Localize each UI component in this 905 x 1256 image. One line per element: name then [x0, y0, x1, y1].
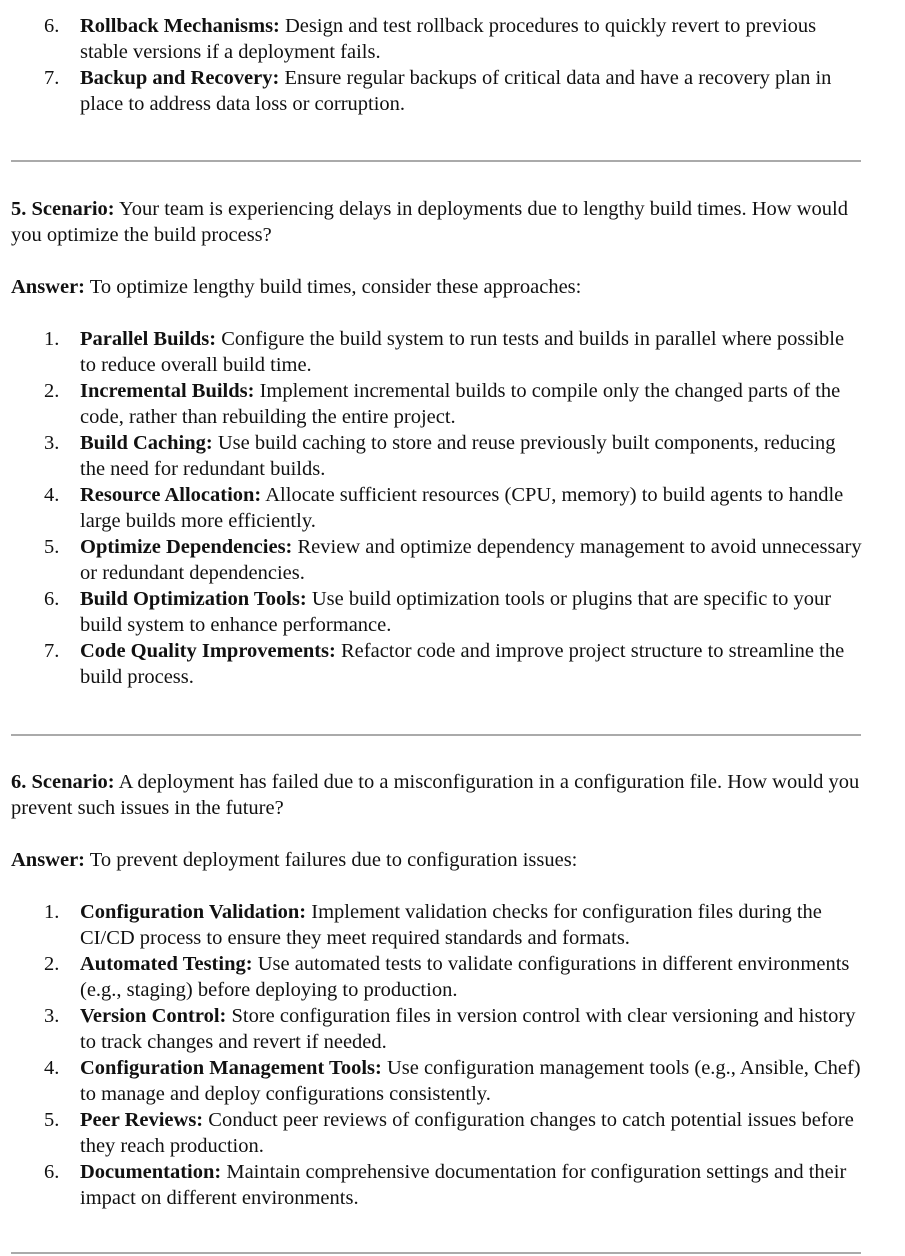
list-item	[0, 65, 905, 117]
list-item-text: Review and optimize dependency management to avoid unnecessary or redundant dependencies.	[80, 536, 862, 584]
list-item-term: Build Caching:	[80, 432, 213, 454]
list-item-number: 7.	[44, 67, 60, 89]
list-item-text: Ensure regular backups of critical data and have a recovery plan in place to address data loss or corruption.	[80, 67, 832, 115]
list-item	[0, 899, 905, 951]
section-divider	[11, 734, 861, 736]
list-item-term: Configuration Validation:	[80, 901, 307, 923]
list-item-number: 1.	[44, 328, 60, 350]
list-item-term: Documentation:	[80, 1161, 222, 1183]
list-item	[0, 1003, 905, 1055]
list-item-number: 4.	[44, 484, 60, 506]
section-divider	[11, 160, 861, 162]
scenario-label: 5. Scenario:	[11, 198, 115, 220]
scenario-6-answer-intro	[0, 847, 905, 873]
list-item	[0, 534, 905, 586]
list-item	[0, 1107, 905, 1159]
scenario-6-list-block	[0, 899, 905, 1211]
scenario-5-list	[0, 326, 905, 690]
list-item-term: Build Optimization Tools:	[80, 588, 307, 610]
answer-text: To optimize lengthy build times, consider these approaches:	[85, 276, 582, 298]
scenario-label: 6. Scenario:	[11, 771, 115, 793]
list-item	[0, 378, 905, 430]
list-item-term: Incremental Builds:	[80, 380, 255, 402]
list-item	[0, 326, 905, 378]
scenario-5-question	[0, 196, 905, 248]
scenario-6-question	[0, 769, 905, 821]
list-item-text: Implement validation checks for configuration files during the CI/CD process to ensure they meet required standards and formats.	[80, 901, 822, 949]
list-item-term: Backup and Recovery:	[80, 67, 280, 89]
list-item-text: Design and test rollback procedures to quickly revert to previous stable versions if a deployment fails.	[80, 15, 817, 63]
list-item-text: Conduct peer reviews of configuration changes to catch potential issues before they reach production.	[80, 1109, 854, 1157]
list-item	[0, 1055, 905, 1107]
list-item-number: 6.	[44, 15, 60, 37]
list-item	[0, 586, 905, 638]
scenario-text: A deployment has failed due to a misconfiguration in a configuration file. How would you prevent such issues in the future?	[11, 771, 860, 819]
list-item-text: Use build optimization tools or plugins that are specific to your build system to enhance performance.	[80, 588, 832, 636]
list-item-number: 4.	[44, 1057, 60, 1079]
scenario-5-answer-intro	[0, 274, 905, 300]
list-item-term: Configuration Management Tools:	[80, 1057, 382, 1079]
section-divider	[11, 1252, 861, 1254]
list-item-text: Configure the build system to run tests and builds in parallel where possible to reduce overall build time.	[80, 328, 845, 376]
list-item-text: Refactor code and improve project structure to streamline the build process.	[80, 640, 845, 688]
list-item-term: Peer Reviews:	[80, 1109, 204, 1131]
list-item-number: 7.	[44, 640, 60, 662]
list-item-number: 5.	[44, 536, 60, 558]
list-item-number: 2.	[44, 953, 60, 975]
list-item-number: 6.	[44, 1161, 60, 1183]
list-item	[0, 638, 905, 690]
list-item-term: Code Quality Improvements:	[80, 640, 336, 662]
list-item-text: Allocate sufficient resources (CPU, memory) to build agents to handle large builds more efficiently.	[80, 484, 844, 532]
list-item-text: Store configuration files in version control with clear versioning and history to track changes and revert if needed.	[80, 1005, 856, 1053]
list-item-number: 3.	[44, 1005, 60, 1027]
list-item	[0, 482, 905, 534]
scenario-5-list-block	[0, 326, 905, 690]
answer-text: To prevent deployment failures due to configuration issues:	[85, 849, 578, 871]
list-item-number: 5.	[44, 1109, 60, 1131]
list-item-term: Automated Testing:	[80, 953, 253, 975]
list-item-number: 1.	[44, 901, 60, 923]
list-item-number: 2.	[44, 380, 60, 402]
list-item-text: Maintain comprehensive documentation for configuration settings and their impact on different environments.	[80, 1161, 847, 1209]
answer-label: Answer:	[11, 276, 86, 298]
list-item-text: Use build caching to store and reuse previously built components, reducing the need for redundant builds.	[80, 432, 836, 480]
scenario-text: Your team is experiencing delays in deployments due to lengthy build times. How would you optimize the build process?	[11, 198, 848, 246]
list-item-number: 6.	[44, 588, 60, 610]
list-item	[0, 13, 905, 65]
scenario-6-question-block	[0, 769, 905, 821]
list-item-term: Optimize Dependencies:	[80, 536, 293, 558]
answer-label: Answer:	[11, 849, 86, 871]
list-item-term: Resource Allocation:	[80, 484, 262, 506]
scenario-6-list	[0, 899, 905, 1211]
list-item	[0, 951, 905, 1003]
prev-section-list	[0, 13, 905, 117]
list-item-text: Implement incremental builds to compile only the changed parts of the code, rather than rebuilding the entire project.	[80, 380, 841, 428]
scenario-5-answer-block	[0, 274, 905, 300]
prev-section-list-block	[0, 13, 905, 117]
list-item-number: 3.	[44, 432, 60, 454]
scenario-6-answer-block	[0, 847, 905, 873]
list-item-text: Use configuration management tools (e.g., Ansible, Chef) to manage and deploy configurations consistently.	[80, 1057, 861, 1105]
list-item-term: Parallel Builds:	[80, 328, 217, 350]
list-item-text: Use automated tests to validate configurations in different environments (e.g., staging) before deploying to production.	[80, 953, 850, 1001]
list-item-term: Rollback Mechanisms:	[80, 15, 280, 37]
list-item	[0, 1159, 905, 1211]
list-item-term: Version Control:	[80, 1005, 227, 1027]
scenario-5-question-block	[0, 196, 905, 248]
list-item	[0, 430, 905, 482]
